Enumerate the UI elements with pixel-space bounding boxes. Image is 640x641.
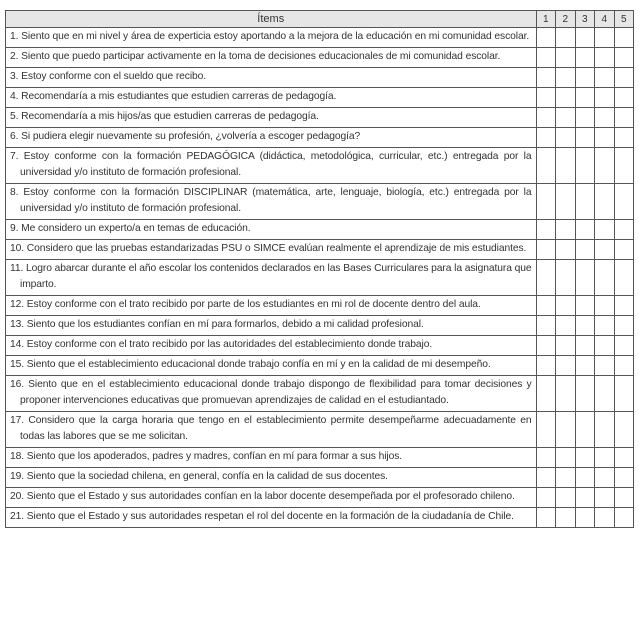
score-cell-2[interactable] [556,68,576,88]
score-cell-3[interactable] [575,48,595,68]
table-row [6,316,634,336]
header-row [6,11,634,28]
score-cell-4[interactable] [595,88,615,108]
score-cell-3[interactable] [575,240,595,260]
score-cell-3[interactable] [575,184,595,220]
score-cell-1[interactable] [536,508,556,528]
score-cell-1[interactable] [536,48,556,68]
score-cell-1[interactable] [536,356,556,376]
score-cell-5[interactable] [614,184,634,220]
score-cell-1[interactable] [536,28,556,48]
item-text: 18. Siento que los apoderados, padres y madres, confían en mí para formar a sus hijos. [6,448,537,468]
table-row [6,296,634,316]
table-row [6,88,634,108]
item-text: 6. Si pudiera elegir nuevamente su profesión, ¿volvería a escoger pedagogía? [6,128,537,148]
item-text: 15. Siento que el establecimiento educacional donde trabajo confía en mí y en la calidad de mi desempeño. [6,356,537,376]
score-cell-4[interactable] [595,48,615,68]
score-cell-1[interactable] [536,108,556,128]
score-cell-1[interactable] [536,376,556,412]
score-cell-4[interactable] [595,296,615,316]
score-cell-4[interactable] [595,336,615,356]
score-cell-5[interactable] [614,48,634,68]
score-cell-4[interactable] [595,412,615,448]
score-cell-4[interactable] [595,488,615,508]
item-text: 10. Considero que las pruebas estandarizadas PSU o SIMCE evalúan realmente el aprendizaje de mis estudiantes. [6,240,537,260]
items-header: Ítems [6,11,537,28]
score-cell-1[interactable] [536,128,556,148]
score-cell-1[interactable] [536,220,556,240]
score-cell-3[interactable] [575,376,595,412]
table-row [6,128,634,148]
score-cell-3[interactable] [575,108,595,128]
score-cell-5[interactable] [614,336,634,356]
item-text: 8. Estoy conforme con la formación DISCIPLINAR (matemática, arte, lenguaje, biología, etc.) entregada por la universidad y/o instituto de formación profesional. [6,184,537,220]
score-cell-4[interactable] [595,220,615,240]
score-cell-3[interactable] [575,316,595,336]
score-cell-5[interactable] [614,412,634,448]
score-cell-4[interactable] [595,108,615,128]
item-text: 14. Estoy conforme con el trato recibido por las autoridades del establecimiento donde trabajo. [6,336,537,356]
scale-header-3: 3 [575,11,595,28]
score-cell-3[interactable] [575,88,595,108]
item-text: 2. Siento que puedo participar activamente en la toma de decisiones educacionales de mi comunidad escolar. [6,48,537,68]
score-cell-2[interactable] [556,488,576,508]
scale-header-2: 2 [556,11,576,28]
score-cell-1[interactable] [536,412,556,448]
score-cell-4[interactable] [595,260,615,296]
scale-header-5: 5 [614,11,634,28]
item-text: 19. Siento que la sociedad chilena, en general, confía en la calidad de sus docentes. [6,468,537,488]
score-cell-5[interactable] [614,220,634,240]
item-text: 12. Estoy conforme con el trato recibido por parte de los estudiantes en mi rol de docente dentro del aula. [6,296,537,316]
score-cell-2[interactable] [556,28,576,48]
table-row [6,28,634,48]
table-row [6,412,634,448]
table-row [6,148,634,184]
score-cell-1[interactable] [536,68,556,88]
score-cell-5[interactable] [614,108,634,128]
score-cell-3[interactable] [575,296,595,316]
item-text: 1. Siento que en mi nivel y área de experticia estoy aportando a la mejora de la educación en mi comunidad escolar. [6,28,537,48]
table-row [6,488,634,508]
score-cell-1[interactable] [536,316,556,336]
score-cell-5[interactable] [614,356,634,376]
score-cell-2[interactable] [556,48,576,68]
score-cell-2[interactable] [556,376,576,412]
score-cell-3[interactable] [575,148,595,184]
score-cell-2[interactable] [556,220,576,240]
score-cell-4[interactable] [595,356,615,376]
score-cell-2[interactable] [556,448,576,468]
score-cell-3[interactable] [575,488,595,508]
score-cell-3[interactable] [575,28,595,48]
score-cell-5[interactable] [614,448,634,468]
score-cell-4[interactable] [595,508,615,528]
score-cell-3[interactable] [575,356,595,376]
score-cell-5[interactable] [614,240,634,260]
item-text: 9. Me considero un experto/a en temas de educación. [6,220,537,240]
score-cell-2[interactable] [556,316,576,336]
table-row [6,48,634,68]
score-cell-1[interactable] [536,184,556,220]
score-cell-3[interactable] [575,336,595,356]
item-text: 4. Recomendaría a mis estudiantes que estudien carreras de pedagogía. [6,88,537,108]
item-text: 3. Estoy conforme con el sueldo que recibo. [6,68,537,88]
scale-header-4: 4 [595,11,615,28]
score-cell-5[interactable] [614,316,634,336]
score-cell-4[interactable] [595,240,615,260]
score-cell-4[interactable] [595,316,615,336]
score-cell-2[interactable] [556,260,576,296]
item-text: 17. Considero que la carga horaria que tengo en el establecimiento permite desempeñarme adecuadamente en todas las labores que se me solicitan. [6,412,537,448]
score-cell-5[interactable] [614,468,634,488]
score-cell-2[interactable] [556,240,576,260]
score-cell-5[interactable] [614,68,634,88]
score-cell-2[interactable] [556,88,576,108]
score-cell-4[interactable] [595,184,615,220]
score-cell-4[interactable] [595,148,615,184]
table-row [6,68,634,88]
score-cell-2[interactable] [556,508,576,528]
score-cell-1[interactable] [536,296,556,316]
score-cell-5[interactable] [614,488,634,508]
score-cell-3[interactable] [575,128,595,148]
score-cell-1[interactable] [536,488,556,508]
table-row [6,356,634,376]
item-text: 21. Siento que el Estado y sus autoridades respetan el rol del docente en la formación de la ciudadanía de Chile. [6,508,537,528]
score-cell-4[interactable] [595,376,615,412]
table-row [6,220,634,240]
score-cell-5[interactable] [614,128,634,148]
table-row [6,448,634,468]
score-cell-2[interactable] [556,336,576,356]
score-cell-5[interactable] [614,260,634,296]
scale-header-1: 1 [536,11,556,28]
score-cell-2[interactable] [556,128,576,148]
score-cell-1[interactable] [536,336,556,356]
score-cell-5[interactable] [614,88,634,108]
score-cell-2[interactable] [556,184,576,220]
score-cell-2[interactable] [556,296,576,316]
score-cell-1[interactable] [536,448,556,468]
score-cell-2[interactable] [556,468,576,488]
score-cell-1[interactable] [536,468,556,488]
score-cell-4[interactable] [595,68,615,88]
score-cell-4[interactable] [595,468,615,488]
item-text: 11. Logro abarcar durante el año escolar los contenidos declarados en las Bases Curriculares para la asignatura que imparto. [6,260,537,296]
table-row [6,376,634,412]
score-cell-3[interactable] [575,508,595,528]
score-cell-3[interactable] [575,412,595,448]
table-row [6,240,634,260]
score-cell-4[interactable] [595,128,615,148]
score-cell-4[interactable] [595,448,615,468]
score-cell-2[interactable] [556,108,576,128]
survey-table [5,10,634,528]
item-text: 5. Recomendaría a mis hijos/as que estudien carreras de pedagogía. [6,108,537,128]
score-cell-2[interactable] [556,356,576,376]
score-cell-1[interactable] [536,148,556,184]
table-row [6,508,634,528]
score-cell-2[interactable] [556,148,576,184]
score-cell-1[interactable] [536,260,556,296]
score-cell-5[interactable] [614,376,634,412]
table-row [6,468,634,488]
table-row [6,260,634,296]
score-cell-5[interactable] [614,508,634,528]
score-cell-3[interactable] [575,448,595,468]
score-cell-3[interactable] [575,260,595,296]
table-row [6,336,634,356]
score-cell-2[interactable] [556,412,576,448]
item-text: 16. Siento que en el establecimiento educacional donde trabajo dispongo de flexibilidad para tomar decisiones y proponer intervenciones educativas que promuevan aprendizajes de calidad en el estudiantado. [6,376,537,412]
score-cell-5[interactable] [614,148,634,184]
table-row [6,108,634,128]
score-cell-3[interactable] [575,68,595,88]
score-cell-1[interactable] [536,88,556,108]
score-cell-1[interactable] [536,240,556,260]
table-row [6,184,634,220]
score-cell-3[interactable] [575,220,595,240]
score-cell-5[interactable] [614,28,634,48]
item-text: 20. Siento que el Estado y sus autoridades confían en la labor docente desempeñada por el profesorado chileno. [6,488,537,508]
score-cell-4[interactable] [595,28,615,48]
item-text: 7. Estoy conforme con la formación PEDAGÓGICA (didáctica, metodológica, curricular, etc.) entregada por la universidad y/o instituto de formación profesional. [6,148,537,184]
score-cell-5[interactable] [614,296,634,316]
item-text: 13. Siento que los estudiantes confían en mí para formarlos, debido a mi calidad profesional. [6,316,537,336]
score-cell-3[interactable] [575,468,595,488]
